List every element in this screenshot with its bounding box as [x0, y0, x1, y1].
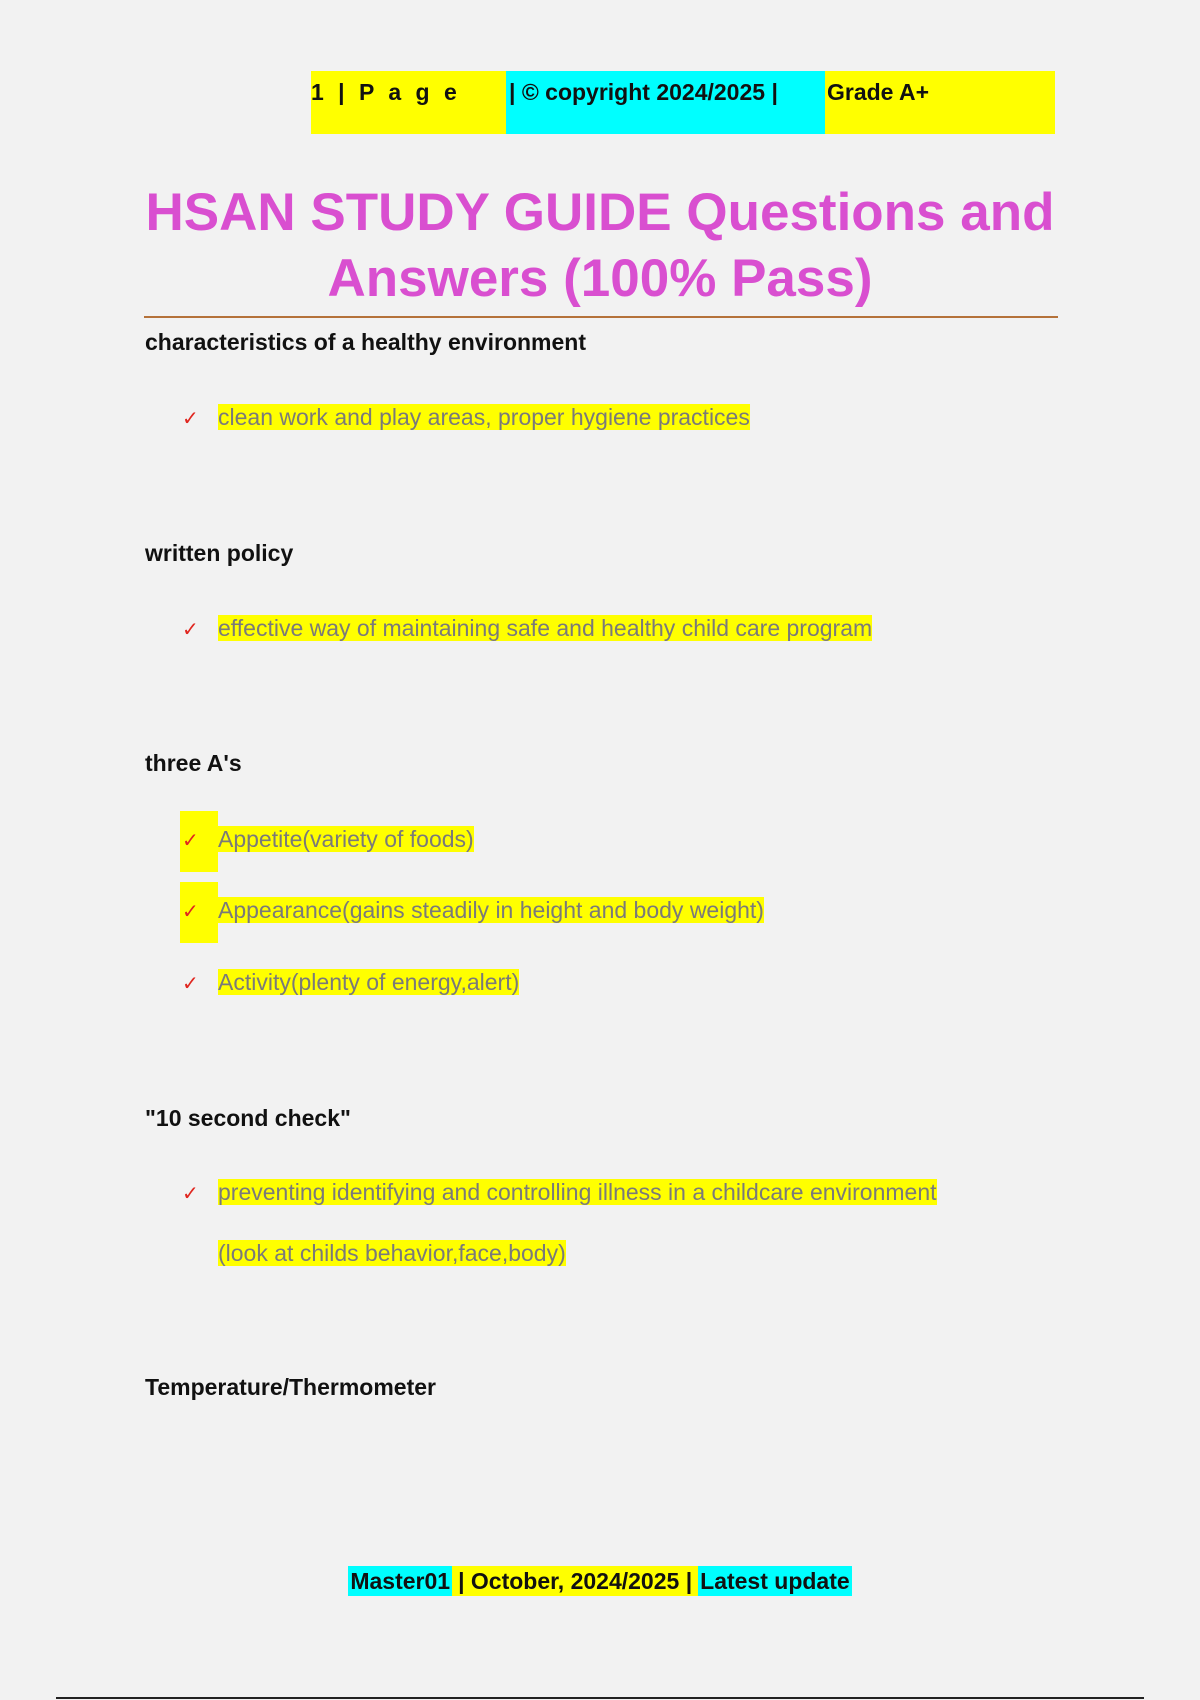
answer-text: Appetite(variety of foods)	[218, 826, 474, 852]
answer-continuation	[218, 1223, 566, 1284]
answer-item	[180, 598, 872, 661]
footer-date: | October, 2024/2025 |	[452, 1566, 698, 1596]
document-title	[145, 180, 1055, 312]
question-heading: "10 second check"	[145, 1105, 351, 1131]
answer-text: Activity(plenty of energy,alert)	[218, 969, 520, 995]
footer-author: Master01	[350, 1568, 451, 1594]
footer-update: Latest update	[700, 1568, 850, 1594]
answer-item	[180, 387, 750, 450]
question-heading: Temperature/Thermometer	[145, 1374, 436, 1400]
grade-label: Grade A+	[825, 71, 1055, 134]
title-line-1: HSAN STUDY GUIDE Questions and	[145, 183, 1055, 242]
answer-item	[180, 880, 764, 943]
copyright-notice: | © copyright 2024/2025 |	[506, 71, 825, 134]
page-number: 1 | P a g e	[311, 71, 506, 134]
check-icon: ✓	[180, 811, 218, 872]
question-heading: written policy	[145, 540, 294, 566]
check-icon: ✓	[182, 619, 199, 641]
page-header	[311, 71, 1055, 134]
check-icon: ✓	[182, 973, 199, 995]
question-heading: three A's	[145, 750, 242, 776]
title-divider	[144, 316, 1058, 318]
title-line-2: Answers (100% Pass)	[327, 249, 873, 308]
answer-item	[180, 809, 474, 872]
answer-text: clean work and play areas, proper hygiene practices	[218, 404, 750, 430]
answer-text: Appearance(gains steadily in height and body weight)	[218, 897, 764, 923]
page-footer	[0, 1568, 1200, 1595]
bottom-divider	[56, 1697, 1144, 1699]
answer-text: preventing identifying and controlling illness in a childcare environment	[218, 1179, 937, 1205]
answer-item	[180, 1162, 937, 1225]
answer-text: effective way of maintaining safe and healthy child care program	[218, 615, 873, 641]
check-icon: ✓	[182, 408, 199, 430]
check-icon: ✓	[180, 882, 218, 943]
answer-item	[180, 952, 519, 1015]
question-heading: characteristics of a healthy environment	[145, 329, 586, 355]
answer-text: (look at childs behavior,face,body)	[218, 1240, 566, 1266]
check-icon: ✓	[182, 1183, 199, 1205]
